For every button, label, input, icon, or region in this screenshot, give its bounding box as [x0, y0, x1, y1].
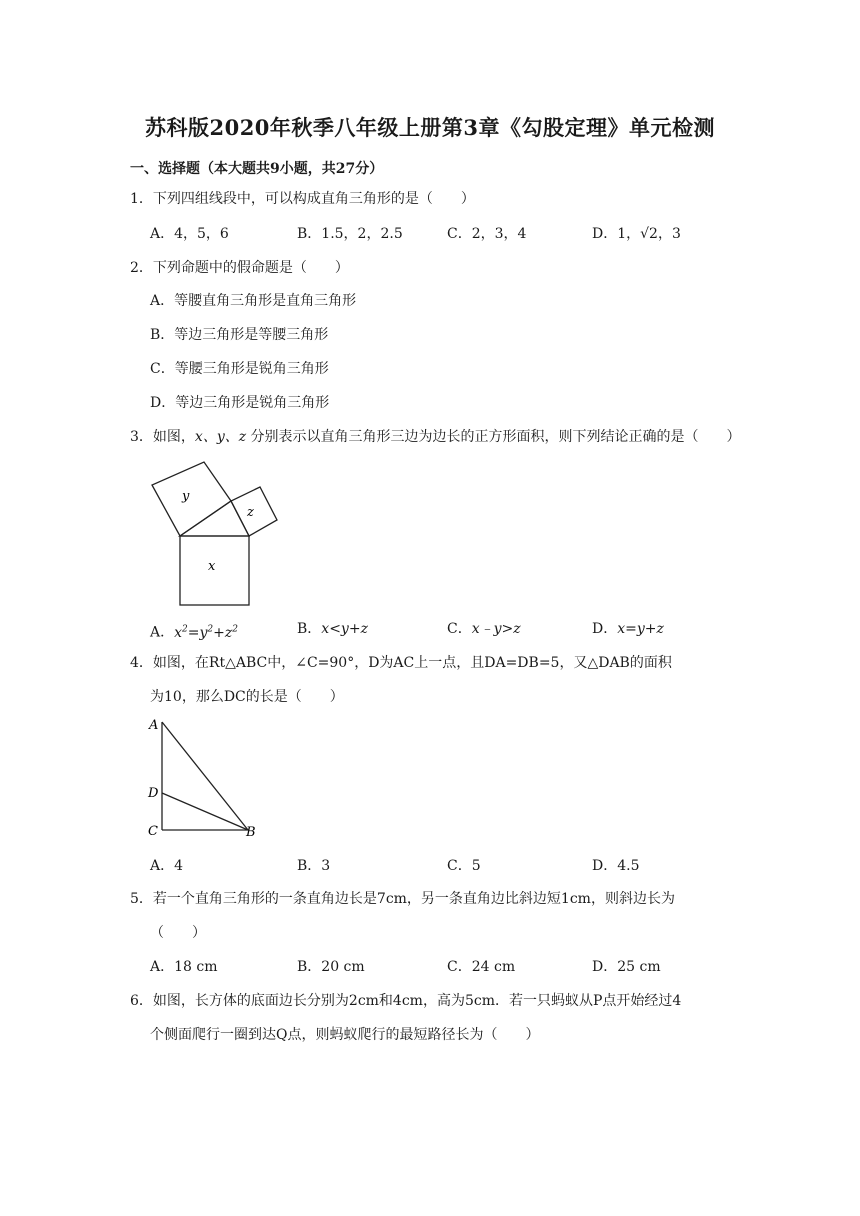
question-3-squares-figure — [140, 450, 290, 610]
question-3-stem-prefix: 3．如图， — [130, 429, 195, 445]
question-3-option-c-letter: C． — [447, 621, 472, 637]
question-5-line-2: （ ） — [150, 925, 206, 941]
section-heading: 一、选择题（本大题共9小题，共27分） — [130, 161, 384, 177]
question-3-option-d-letter: D． — [592, 621, 618, 637]
question-6-line-2: 个侧面爬行一圈到达Q点，则蚂蚁爬行的最短路径长为（ ） — [150, 1027, 540, 1043]
question-1-stem: 1．下列四组线段中，可以构成直角三角形的是（ ） — [130, 191, 475, 207]
question-2-option-d: D．等边三角形是锐角三角形 — [150, 395, 330, 411]
question-3-stem — [130, 428, 741, 446]
question-2-option-c: C．等腰三角形是锐角三角形 — [150, 361, 329, 377]
question-3-option-d-expr: x=y+z — [617, 621, 664, 637]
question-6-line-1: 6．如图，长方体的底面边长分别为2cm和4cm，高为5cm．若一只蚂蚁从P点开始经过4 — [130, 993, 682, 1009]
question-1-option-a: A．4，5，6 — [150, 226, 229, 242]
label-a: A — [149, 718, 159, 733]
question-5-option-b: B．20 cm — [297, 959, 365, 975]
question-4-option-b: B．3 — [297, 858, 331, 874]
right-triangle — [180, 501, 249, 536]
question-4-option-d: D．4.5 — [592, 858, 640, 874]
question-4-line-2: 为10，那么DC的长是（ ） — [150, 689, 344, 705]
question-3-stem-suffix: 分别表示以直角三角形三边为边长的正方形面积，则下列结论正确的是（ ） — [246, 429, 741, 445]
question-3-option-a: A．$x^2=y^2+z^2$ — [150, 624, 238, 641]
label-y: y — [182, 489, 190, 504]
question-3-option-c-expr: x﹣y>z — [471, 621, 521, 637]
label-z: z — [247, 505, 254, 520]
question-4-triangle-figure — [140, 710, 270, 842]
question-3-option-a-letter: A． — [150, 624, 175, 641]
question-4-option-a: A．4 — [150, 858, 184, 874]
square-y — [152, 462, 231, 536]
question-3-stem-vars: x、y、z — [194, 429, 247, 445]
question-4-option-c: C．5 — [447, 858, 481, 874]
question-5-option-c: C．24 cm — [447, 959, 516, 975]
question-3-option-d — [592, 620, 664, 638]
question-3-option-b — [297, 620, 368, 638]
question-3-option-c — [447, 620, 521, 638]
question-1-option-b: B．1.5，2，2.5 — [297, 226, 403, 242]
question-5-option-a: A．18 cm — [150, 959, 218, 975]
question-2-option-a: A．等腰直角三角形是直角三角形 — [150, 293, 357, 309]
label-x: x — [208, 559, 216, 574]
question-2-stem: 2．下列命题中的假命题是（ ） — [130, 260, 349, 276]
question-4-line-1: 4．如图，在Rt△ABC中，∠C=90°，D为AC上一点，且DA=DB=5，又△DAB的面积 — [130, 655, 672, 671]
question-3-option-b-expr: x<y+z — [321, 621, 368, 637]
question-5-option-d: D．25 cm — [592, 959, 661, 975]
question-3-option-b-letter: B． — [297, 621, 322, 637]
document-title: 苏科版2020年秋季八年级上册第3章《勾股定理》单元检测 — [144, 115, 716, 140]
square-z — [231, 487, 277, 536]
question-1-option-c: C．2，3，4 — [447, 226, 527, 242]
label-d: D — [148, 786, 159, 801]
question-5-line-1: 5．若一个直角三角形的一条直角边长是7cm，另一条直角边比斜边短1cm，则斜边长为 — [130, 891, 675, 907]
question-2-option-b: B．等边三角形是等腰三角形 — [150, 327, 329, 343]
question-1-option-d: D．1，√2，3 — [592, 226, 681, 242]
label-b: B — [246, 825, 256, 840]
label-c: C — [148, 824, 158, 839]
